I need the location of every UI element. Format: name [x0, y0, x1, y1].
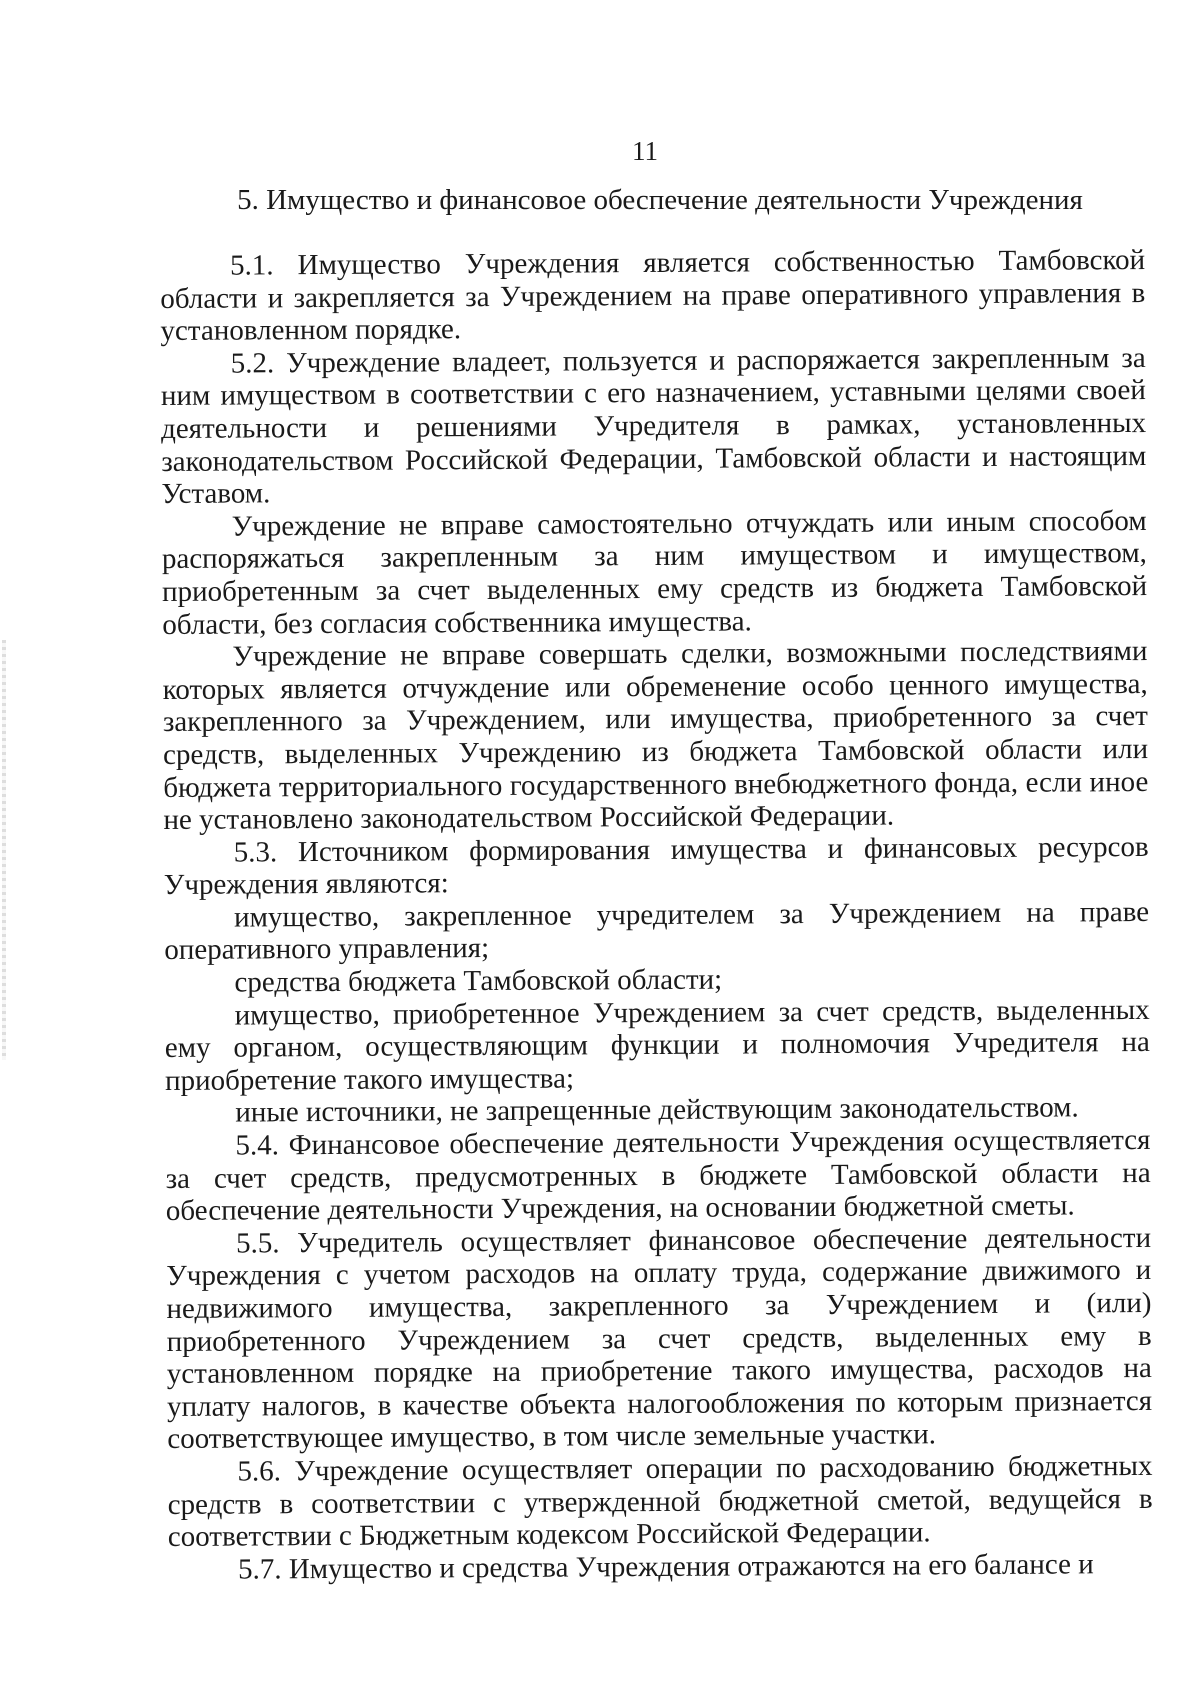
paragraph-5-5: 5.5. Учредитель осуществляет финансовое обеспечение деятельности Учреждения с учетом расходов на оплату труда, содержание движимого и недвижимого имущества, закрепленного за Учреждением и (или) приобретенного Учреждением за счет средств, выделенных ему в установленном порядке на приобретение такого имущества, расходов на уплату налогов, в качестве объекта налогообложения по которым признается соответствующее имущество, в том числе земельные участки. — [166, 1221, 1153, 1456]
scan-edge-artifact — [2, 640, 6, 1060]
paragraph-5-2: 5.2. Учреждение владеет, пользуется и распоряжается закрепленным за ним имуществом в соответствии с его назначением, уставными целями своей деятельности и решениями Учредителя в рамках, установленных законодательством Российской Федерации, Тамбовской области и настоящим Уставом. — [160, 341, 1147, 511]
paragraph-5-7: 5.7. Имущество и средства Учреждения отражаются на его балансе и — [237, 1548, 1094, 1586]
page-number: 11 — [632, 136, 658, 166]
body-text — [160, 244, 1153, 1586]
paragraph-5-3: 5.3. Источником формирования имущества и финансовых ресурсов Учреждения являются: — [163, 830, 1149, 902]
list-item-other-sources: иные источники, не запрещенные действующим законодательством. — [235, 1091, 1079, 1129]
paragraph-alienation-restriction: Учреждение не вправе самостоятельно отчуждать или иным способом распоряжаться закрепленным за ним имуществом и имуществом, приобретенным за счет выделенных ему средств из бюджета Тамбовской области, без согласия собственника имущества. — [161, 504, 1148, 641]
paragraph-5-1: 5.1. Имущество Учреждения является собственностью Тамбовской области и закрепляется за Учреждением на праве оперативного управления в установленном порядке. — [160, 243, 1146, 348]
paragraph-5-4: 5.4. Финансовое обеспечение деятельности Учреждения осуществляется за счет средств, предусмотренных в бюджете Тамбовской области на обеспечение деятельности Учреждения, на основании бюджетной сметы. — [165, 1123, 1151, 1228]
list-item-property-assigned: имущество, закрепленное учредителем за Учреждением на праве оперативного управления; — [164, 895, 1150, 967]
section-title: 5. Имущество и финансовое обеспечение деятельности Учреждения — [237, 184, 1083, 216]
paragraph-5-6: 5.6. Учреждение осуществляет операции по расходованию бюджетных средств в соответствии с утвержденной бюджетной сметой, ведущейся в соответствии с Бюджетным кодексом Российской Федерации. — [167, 1449, 1153, 1554]
list-item-property-acquired: имущество, приобретенное Учреждением за счет средств, выделенных ему органом, осуществляющим функции и полномочия Учредителя на приобретение такого имущества; — [164, 993, 1150, 1097]
paragraph-transactions-restriction: Учреждение не вправе совершать сделки, возможными последствиями которых является отчуждение или обременение особо ценного имущества, закрепленного за Учреждением, или имущества, приобретенного за счет средств, выделенных Учреждению из бюджета Тамбовской области или бюджета территориального государственного внебюджетного фонда, если иное не установлено законодательством Российской Федерации. — [162, 635, 1149, 837]
list-item-regional-budget: средства бюджета Тамбовской области; — [234, 963, 723, 999]
